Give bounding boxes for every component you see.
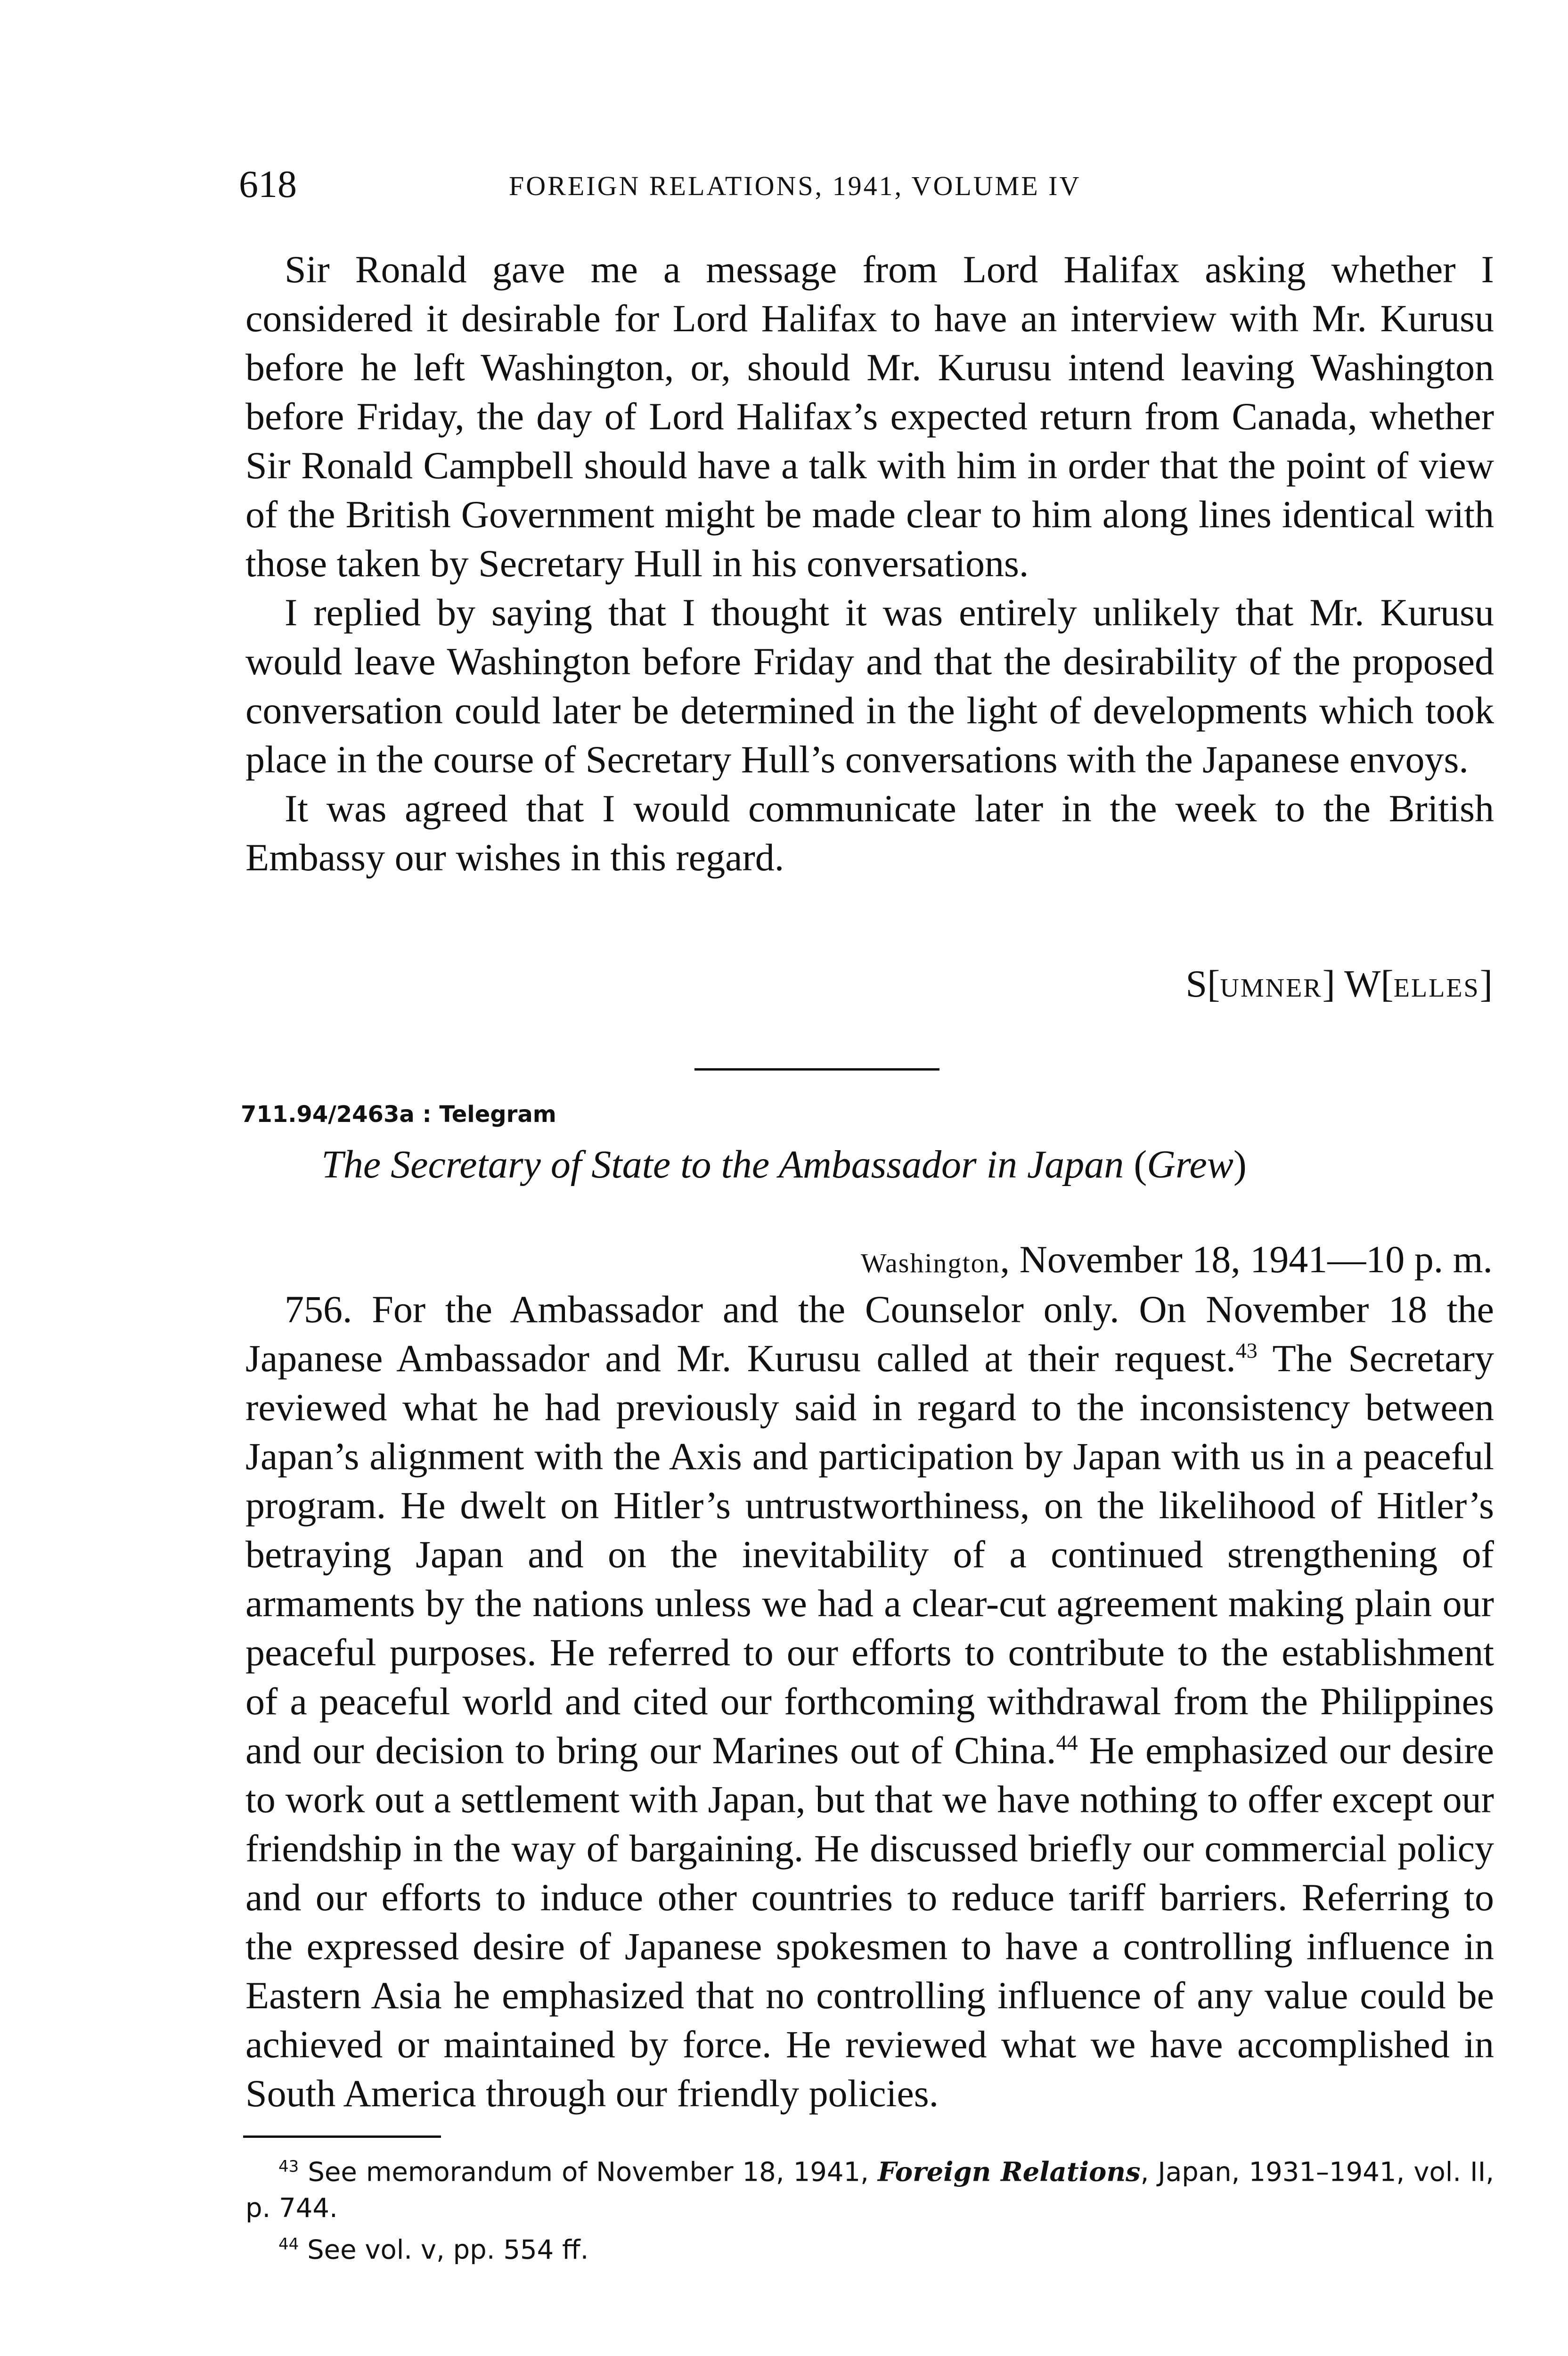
footnote-rule — [243, 2135, 441, 2138]
footnote-44-number: 44 — [278, 2234, 299, 2254]
signature-elles: ELLES — [1393, 973, 1480, 1003]
footnote-43-title: Foreign Relations — [878, 2156, 1141, 2188]
telegram-text-part-1: 756. For the Ambassador and the Counselor only. On November 18 the Japanese Ambassador and Mr. Kurusu called at their request. — [245, 1288, 1494, 1380]
signature: S[UMNER] W[ELLES] — [1185, 962, 1493, 1005]
running-title: FOREIGN RELATIONS, 1941, VOLUME IV — [509, 171, 1081, 201]
page-number: 618 — [239, 163, 297, 205]
footnote-43 — [245, 2149, 1494, 2226]
section-divider — [694, 1068, 939, 1071]
heading-recipient-name: Grew — [1147, 1143, 1233, 1186]
dateline-date: November 18, 1941—10 p. m. — [1019, 1238, 1493, 1281]
document-heading: The Secretary of State to the Ambassador in Japan (Grew) — [321, 1143, 1247, 1186]
signature-umner: UMNER — [1220, 973, 1323, 1003]
footnote-44-text: See vol. v, pp. 554 ff. — [307, 2234, 589, 2266]
file-reference: 711.94/2463a : Telegram — [241, 1101, 556, 1128]
telegram-paragraph — [245, 1285, 1494, 2118]
telegram-body — [245, 1285, 1494, 2118]
telegram-text-part-3: He emphasized our desire to work out a settlement with Japan, but that we have nothing to offer except our friendship in the way of bargaining. He discussed briefly our commercial policy and our efforts to induce other countries to reduce tariff barriers. Referring to the expressed desire of Japanese spokesmen to have a controlling influence in Eastern Asia he emphasized that no controlling influence of any value could be achieved or maintained by force. He reviewed what we have accomplished in South America through our friendly policies. — [245, 1729, 1494, 2115]
memo-paragraph-1: Sir Ronald gave me a message from Lord Halifax asking whether I considered it desirable for Lord Halifax to have an interview with Mr. Kurusu before he left Washington, or, should Mr. Kurusu intend leaving Washington before Friday, the day of Lord Halifax’s expected return from Canada, whether Sir Ronald Campbell should have a talk with him in order that the point of view of the British Government might be made clear to him along lines identical with those taken by Secretary Hull in his conversations. — [245, 248, 1494, 585]
memo-paragraph-3: It was agreed that I would communicate later in the week to the British Embassy our wishes in this regard. — [245, 787, 1494, 879]
dateline: Washington, November 18, 1941—10 p. m. — [860, 1238, 1493, 1281]
memo-paragraph-2: I replied by saying that I thought it was entirely unlikely that Mr. Kurusu would leave Washington before Friday and that the desirability of the proposed conversation could later be determined in the light of developments which took place in the course of Secretary Hull’s conversations with the Japanese envoys. — [245, 591, 1494, 781]
signature-w: W — [1344, 962, 1381, 1005]
footnote-ref-44: 44 — [1056, 1730, 1078, 1755]
dateline-place: Washington — [860, 1248, 1000, 1278]
footnotes — [245, 2149, 1494, 2268]
memo-body — [245, 245, 1494, 882]
footnote-43-number: 43 — [278, 2157, 299, 2176]
heading-main: The Secretary of State to the Ambassador in Japan — [321, 1143, 1124, 1186]
footnote-43-text: See memorandum of November 18, 1941, — [308, 2157, 878, 2188]
footnote-44 — [245, 2226, 1494, 2268]
telegram-text-part-2: The Secretary reviewed what he had previously said in regard to the inconsistency between Japan’s alignment with the Axis and participation by Japan with us in a peaceful program. He dwelt on Hitler’s untrustworthiness, on the likelihood of Hitler’s betraying Japan and on the inevitability of a continued strengthening of armaments by the nations unless we had a clear-cut agreement making plain our peaceful purposes. He referred to our efforts to contribute to the establishment of a peaceful world and cited our forthcoming withdrawal from the Philippines and our decision to bring our Marines out of China. — [245, 1337, 1494, 1772]
signature-s: S — [1185, 962, 1208, 1005]
footnote-43-text-end: , Japan, 1931–1941, vol. II, p. 744. — [245, 2157, 1494, 2224]
footnote-ref-43: 43 — [1235, 1338, 1258, 1363]
